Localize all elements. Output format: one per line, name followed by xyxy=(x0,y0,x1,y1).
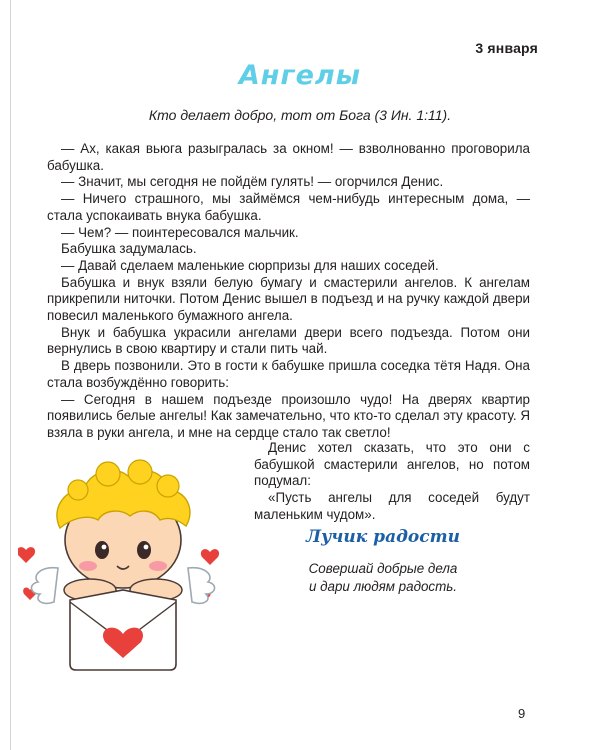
story-paragraph: — Давай сделаем маленькие сюрпризы для наших соседей. xyxy=(61,257,439,273)
story-text xyxy=(47,141,530,442)
ray-of-joy-text xyxy=(298,560,468,596)
page-date: 3 января xyxy=(475,40,538,56)
eye xyxy=(137,541,151,559)
story-paragraph: — Ах, какая вьюга разыгралась за окном! — взволнованно проговорила бабушка. xyxy=(47,141,530,173)
heart-icon xyxy=(201,549,219,565)
ray-line: Совершай добрые дела xyxy=(308,561,458,576)
story-paragraph: — Значит, мы сегодня не пойдём гулять! — огорчился Денис. xyxy=(61,174,444,190)
story-text-wrapped xyxy=(254,440,530,524)
story-paragraph: В дверь позвонили. Это в гости к бабушке пришла соседка тётя Надя. Она стала возбуждённо говорить: xyxy=(47,358,530,390)
ray-of-joy-title: Лучик радости xyxy=(306,527,460,547)
left-wing xyxy=(31,568,58,604)
story-paragraph: — Ничего страшного, мы займёмся чем-нибудь интересным дома, — стала успокаивать внука бабушка. xyxy=(47,191,530,223)
right-wing xyxy=(188,568,215,604)
cherub-angel-illustration xyxy=(18,450,228,680)
cheek xyxy=(149,561,167,571)
cheek xyxy=(79,561,97,571)
page-title: Ангелы xyxy=(238,60,362,91)
ray-line: и дари людям радость. xyxy=(308,579,458,594)
eye xyxy=(95,541,109,559)
epigraph: Кто делает добро, тот от Бога (3 Ин. 1:11). xyxy=(148,107,452,123)
story-paragraph: Денис хотел сказать, что это они с бабушкой смастерили ангелов, но потом подумал: xyxy=(254,440,530,489)
story-paragraph: «Пусть ангелы для соседей будут маленьким чудом». xyxy=(254,490,530,522)
story-paragraph: Бабушка и внук взяли белую бумагу и смастерили ангелов. К ангелам прикрепили ниточки. Потом Денис вышел в подъезд и на ручку каждой двери повесил маленького бумажного ангела. xyxy=(47,274,530,324)
page-number: 9 xyxy=(518,706,526,721)
story-paragraph: Внук и бабушка украсили ангелами двери всего подъезда. Потом они вернулись в свою квартиру и стали пить чай. xyxy=(47,324,530,357)
heart-icon xyxy=(18,547,35,563)
story-paragraph: Бабушка задумалась. xyxy=(61,241,197,257)
story-paragraph: — Сегодня в нашем подъезде произошло чудо! На дверях квартир появились белые ангелы! Как замечательно, что кто-то сделал эту красоту. Я взяла в руки ангела, и мне на сердце стало так светло! xyxy=(47,391,530,440)
story-paragraph: — Чем? — поинтересовался мальчик. xyxy=(61,224,299,240)
